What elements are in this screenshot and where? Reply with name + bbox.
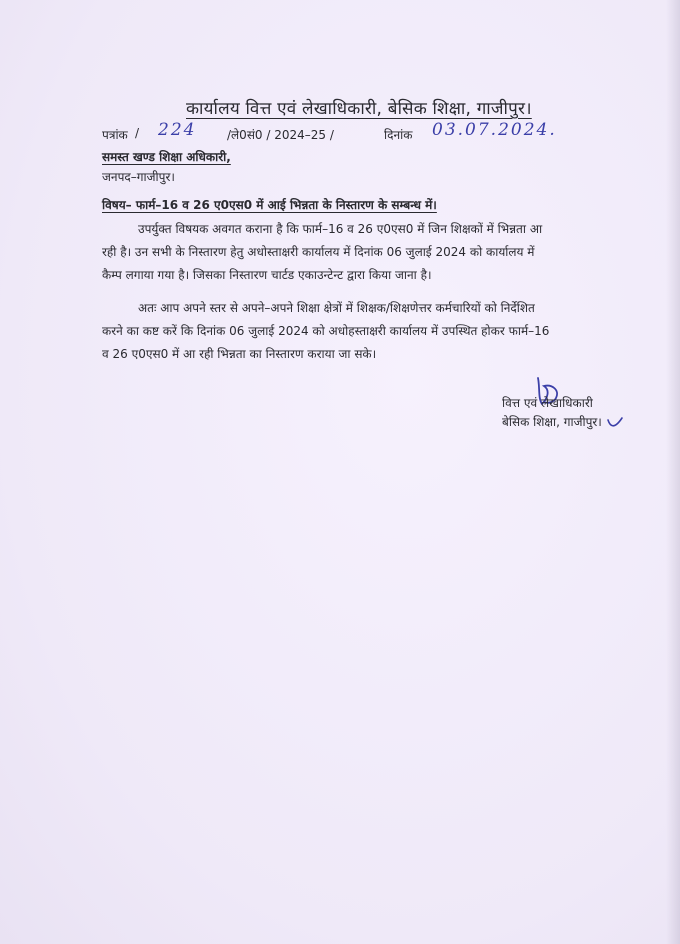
paragraph-2-line-1: अतः आप अपने स्तर से अपने–अपने शिक्षा क्षेत्रों में शिक्षक/शिक्षणेत्तर कर्मचारियों को निर्देशित [138, 301, 535, 315]
ref-slash: / [135, 126, 140, 140]
ref-label: पत्रांक [102, 128, 128, 142]
signature-designation: वित्त एवं लेखाधिकारी [502, 396, 593, 410]
signature-department: बेसिक शिक्षा, गाजीपुर। [502, 415, 602, 429]
page-edge-shadow [666, 0, 680, 944]
office-title: कार्यालय वित्त एवं लेखाधिकारी, बेसिक शिक्षा, गाजीपुर। [186, 99, 532, 119]
paragraph-2 [102, 297, 622, 366]
paragraph-1-line-3: कैम्प लगाया गया है। जिसका निस्तारण चार्टड एकाउन्टेन्ट द्वारा किया जाना है। [102, 268, 432, 282]
ref-number-handwritten: 224 [158, 120, 197, 140]
paragraph-2-line-3: व 26 ए0एस0 में आ रही भिन्नता का निस्तारण कराया जा सके। [102, 347, 377, 361]
recipient-line-1: समस्त खण्ड शिक्षा अधिकारी, [102, 150, 231, 164]
date-label: दिनांक [384, 128, 413, 142]
signature-tick-mark [604, 412, 626, 434]
paragraph-1-line-2: रही है। उन सभी के निस्तारण हेतु अधोस्ताक्षरी कार्यालय में दिनांक 06 जुलाई 2024 को कार्यालय में [102, 245, 535, 259]
ref-code: /ले0सं0 / 2024–25 / [227, 128, 334, 142]
paragraph-1-line-1: उपर्युक्त विषयक अवगत कराना है कि फार्म–16 व 26 ए0एस0 में जिन शिक्षकों में भिन्नता आ [138, 222, 543, 236]
paragraph-1 [102, 218, 622, 287]
date-handwritten: 03.07.2024. [432, 120, 557, 140]
paragraph-2-line-2: करने का कष्ट करें कि दिनांक 06 जुलाई 2024 को अधोहस्ताक्षरी कार्यालय में उपस्थित होकर फार्म–16 [102, 324, 550, 338]
recipient-line-2: जनपद–गाजीपुर। [102, 170, 175, 184]
subject-line: विषय– फार्म–16 व 26 ए0एस0 में आई भिन्नता के निस्तारण के सम्बन्ध में। [102, 198, 437, 212]
